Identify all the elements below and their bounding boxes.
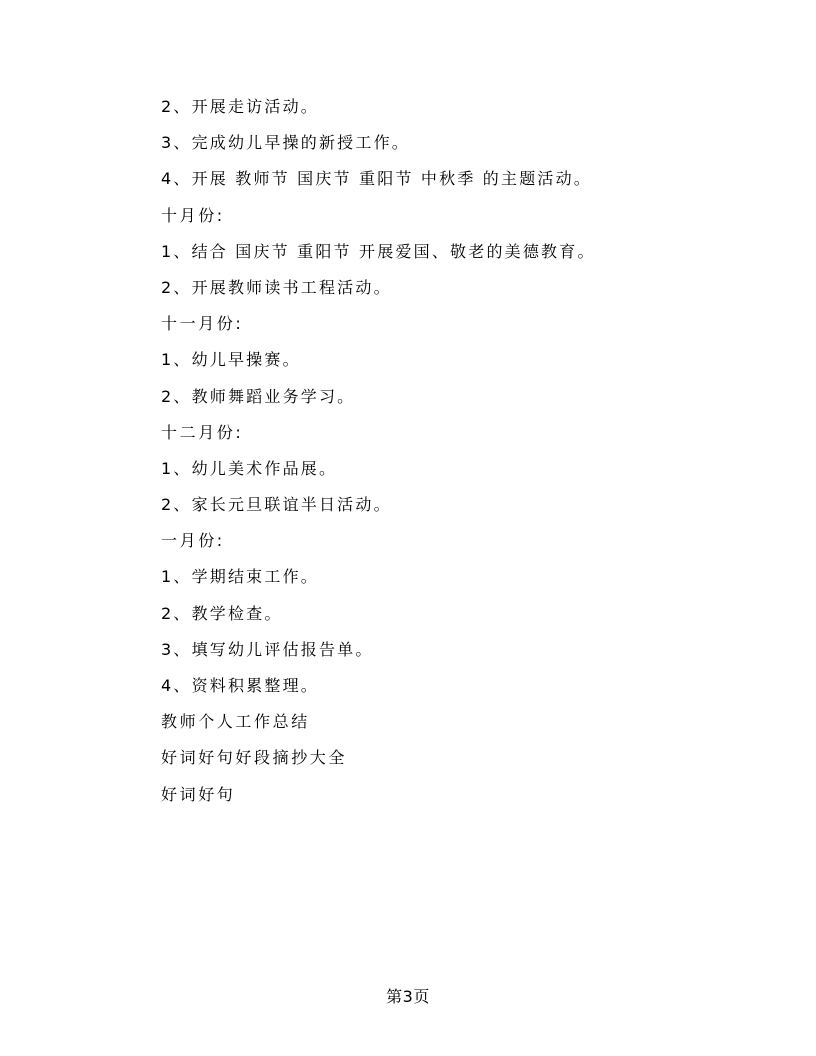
related-title-work-summary: 教师个人工作总结 — [161, 712, 310, 732]
list-item: 1、学期结束工作。 — [161, 567, 319, 587]
list-item: 2、教学检查。 — [161, 603, 283, 623]
month-heading-november: 十一月份: — [161, 314, 244, 334]
list-item: 2、家长元旦联谊半日活动。 — [161, 495, 392, 515]
list-item: 2、开展教师读书工程活动。 — [161, 277, 392, 297]
list-item: 1、幼儿早操赛。 — [161, 350, 301, 370]
page-number: 第3页 — [386, 987, 430, 1006]
list-item: 4、资料积累整理。 — [161, 676, 319, 695]
list-item: 2、教师舞蹈业务学习。 — [161, 386, 356, 406]
month-heading-december: 十二月份: — [161, 422, 244, 442]
list-item: 3、完成幼儿早操的新授工作。 — [161, 133, 410, 153]
month-heading-january: 一月份: — [161, 531, 225, 551]
related-title-excerpts: 好词好句好段摘抄大全 — [161, 748, 348, 768]
month-heading-october: 十月份: — [161, 205, 225, 225]
related-title-good-phrases: 好词好句 — [161, 784, 236, 804]
list-item: 4、开展 教师节 国庆节 重阳节 中秋季 的主题活动。 — [161, 169, 593, 189]
list-item: 1、幼儿美术作品展。 — [161, 458, 338, 478]
list-item: 1、结合 国庆节 重阳节 开展爱国、敬老的美德教育。 — [161, 241, 596, 261]
document-body — [161, 97, 721, 821]
list-item: 2、开展走访活动。 — [161, 97, 319, 116]
list-item: 3、填写幼儿评估报告单。 — [161, 639, 374, 659]
